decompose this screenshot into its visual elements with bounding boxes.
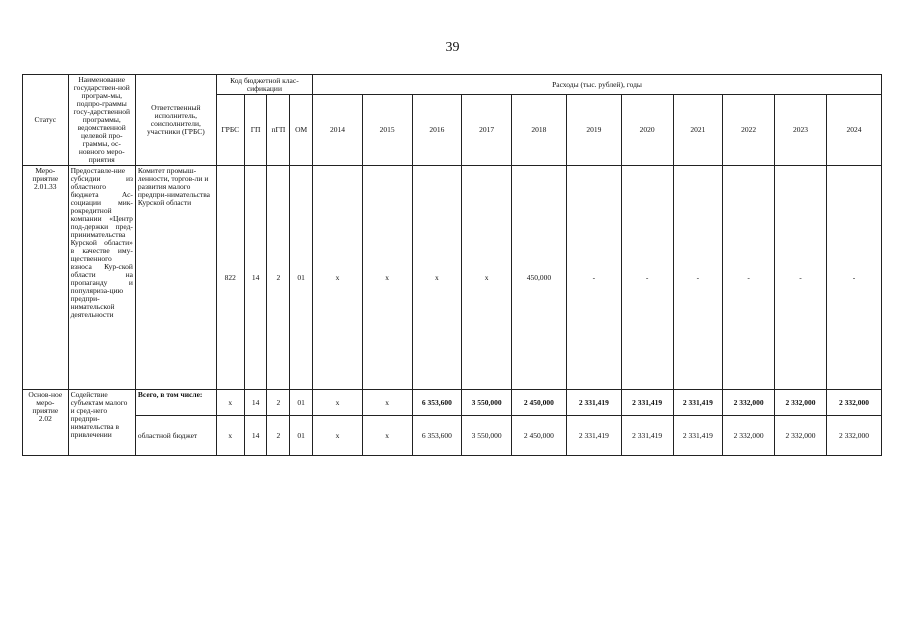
row-value: -	[673, 166, 723, 390]
header-year: 2022	[723, 95, 775, 166]
row-value: 2 450,000	[511, 390, 566, 416]
row-value: х	[412, 166, 462, 390]
row-value: 2 332,000	[775, 390, 827, 416]
row-sublabel: Всего, в том числе:	[135, 390, 216, 416]
row-value: 2 331,419	[566, 416, 621, 456]
row-value: х	[362, 390, 412, 416]
row-value: х	[362, 416, 412, 456]
row-value: -	[723, 166, 775, 390]
row-code: 01	[290, 166, 313, 390]
row-value: х	[362, 166, 412, 390]
row-code: 2	[267, 390, 290, 416]
header-code-gp: ГП	[244, 95, 267, 166]
row-name: Предоставле-ние субсидии из областного бюджета Ас-социации мик-рокредитной компании «Центр под-держки пред-принимательства Курской области» в качестве иму-щественного взноса Кур-ской области на пропаганду и популяриза-цию предпри-нимательской деятельности	[68, 166, 135, 390]
header-year: 2020	[621, 95, 673, 166]
row-value: 3 550,000	[462, 390, 512, 416]
row-code: 822	[216, 166, 244, 390]
row-value: х	[313, 416, 363, 456]
row-value: 2 331,419	[566, 390, 621, 416]
row-value: 2 450,000	[511, 416, 566, 456]
row-value: 2 331,419	[673, 390, 723, 416]
header-year: 2017	[462, 95, 512, 166]
header-year: 2021	[673, 95, 723, 166]
row-value: х	[313, 390, 363, 416]
row-code: 01	[290, 390, 313, 416]
header-code-grbs: ГРБС	[216, 95, 244, 166]
row-value: 2 332,000	[775, 416, 827, 456]
row-code: 2	[267, 166, 290, 390]
header-status: Статус	[23, 75, 69, 166]
row-value: 2 332,000	[826, 390, 881, 416]
table-row	[23, 416, 882, 456]
row-value: 2 331,419	[673, 416, 723, 456]
header-name: Наименование государствен-ной програм-мы, подпро-граммы госу-дарственной программы, ведомственной целевой про-граммы, ос-новного меро-приятия	[68, 75, 135, 166]
table-row	[23, 166, 882, 390]
row-status: Меро-приятие 2.01.33	[23, 166, 69, 390]
row-value: 2 332,000	[826, 416, 881, 456]
row-code: 2	[267, 416, 290, 456]
row-code: 01	[290, 416, 313, 456]
header-year: 2016	[412, 95, 462, 166]
row-code: 14	[244, 390, 267, 416]
page-number: 39	[445, 40, 460, 55]
header-code-om: ОМ	[290, 95, 313, 166]
row-value: -	[566, 166, 621, 390]
row-value: 3 550,000	[462, 416, 512, 456]
budget-table	[22, 74, 882, 456]
row-code: 14	[244, 416, 267, 456]
table-row	[23, 390, 882, 416]
row-name: Содействие субъектам малого и сред-него предпри-нимательства в привлечении	[68, 390, 135, 456]
row-responsible: Комитет промыш-ленности, торгов-ли и развития малого предпри-нимательства Курской области	[135, 166, 216, 390]
header-year: 2023	[775, 95, 827, 166]
row-code: х	[216, 416, 244, 456]
header-year: 2015	[362, 95, 412, 166]
header-year: 2014	[313, 95, 363, 166]
row-value: 2 331,419	[621, 390, 673, 416]
row-value: х	[462, 166, 512, 390]
row-value: 2 331,419	[621, 416, 673, 456]
row-value: 6 353,600	[412, 390, 462, 416]
row-value: 2 332,000	[723, 416, 775, 456]
row-value: х	[313, 166, 363, 390]
row-value: 2 332,000	[723, 390, 775, 416]
row-code: х	[216, 390, 244, 416]
row-value: 450,000	[511, 166, 566, 390]
header-code-pgp: пГП	[267, 95, 290, 166]
header-expenses: Расходы (тыс. рублей), годы	[313, 75, 882, 95]
row-status: Основ-ное меро-приятие 2.02	[23, 390, 69, 456]
row-code: 14	[244, 166, 267, 390]
row-value: -	[775, 166, 827, 390]
row-value: 6 353,600	[412, 416, 462, 456]
row-value: -	[621, 166, 673, 390]
header-year: 2019	[566, 95, 621, 166]
header-year: 2024	[826, 95, 881, 166]
row-value: -	[826, 166, 881, 390]
row-sublabel: областной бюджет	[135, 416, 216, 456]
header-responsible: Ответственный исполнитель, соисполнители, участники (ГРБС)	[135, 75, 216, 166]
header-year: 2018	[511, 95, 566, 166]
header-budget-code: Код бюджетной клас-сификации	[216, 75, 312, 95]
